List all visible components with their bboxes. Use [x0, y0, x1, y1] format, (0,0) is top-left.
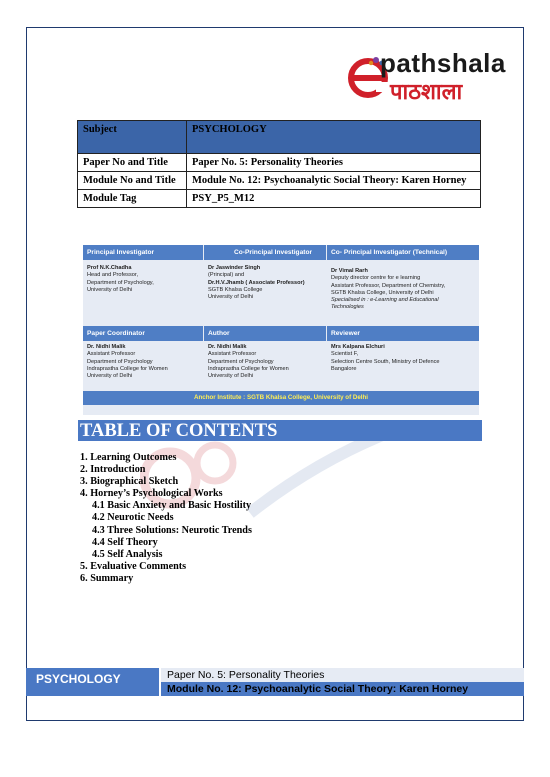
module-key: Module No and Title	[78, 172, 187, 190]
reviewer-name: Mrs Kalpana Elchuri	[331, 344, 385, 350]
credits-panel	[83, 245, 479, 415]
author-line: Assistant Professor	[208, 351, 257, 358]
toc-title: TABLE OF CONTENTS	[78, 420, 482, 441]
footer-module: Module No. 12: Psychoanalytic Social Theory: Karen Horney	[161, 682, 524, 696]
toc-subitem[interactable]: 4.1 Basic Anxiety and Basic Hostility	[92, 500, 252, 512]
author-line: Indraprastha College for Women	[208, 365, 289, 372]
copit-line: Deputy director centre for e learning	[331, 275, 421, 282]
subject-key: Subject	[78, 121, 187, 154]
toc-subitem[interactable]: 4.4 Self Theory	[92, 536, 158, 548]
pi-line: Head and Professor,	[87, 272, 138, 279]
copit-line: Assistant Professor, Department of Chemistry,	[331, 282, 446, 289]
toc-list	[80, 452, 252, 585]
footer-subject: PSYCHOLOGY	[26, 668, 159, 696]
pi-name: Prof N.K.Chadha	[87, 265, 132, 271]
copit-line: Specialised in : e-Learning and Educational	[331, 297, 439, 304]
pc-line: University of Delhi	[87, 373, 133, 380]
epathshala-logo	[346, 38, 506, 106]
copit-name: Dr Vimal Rarh	[331, 268, 368, 274]
pc-line: Indraprastha College for Women	[87, 365, 168, 372]
author-column	[204, 344, 326, 380]
tag-key: Module Tag	[78, 190, 187, 208]
pi-line: University of Delhi	[87, 286, 133, 293]
toc-subitem[interactable]: 4.2 Neurotic Needs	[92, 512, 174, 524]
copi-line: SGTB Khalsa College	[208, 286, 263, 293]
logo-latin-text: pathshala	[380, 48, 506, 78]
table-row	[78, 154, 481, 172]
table-row	[78, 121, 481, 154]
pi-header: Principal Investigator	[83, 245, 203, 260]
copi-name: Dr Jaswinder Singh	[208, 265, 261, 271]
reviewer-line: Scientist F,	[331, 351, 359, 358]
pi-line: Department of Psychology,	[87, 279, 154, 286]
author-line: Department of Psychology	[208, 358, 274, 365]
pc-column	[83, 344, 203, 380]
pc-line: Assistant Professor	[87, 351, 136, 358]
author-header: Author	[204, 326, 326, 341]
toc-item[interactable]: 5. Evaluative Comments	[80, 560, 187, 572]
anchor-institute: Anchor Institute : SGTB Khalsa College, University of Delhi	[83, 391, 479, 405]
copit-header: Co- Principal Investigator (Technical)	[327, 245, 479, 260]
reviewer-column	[327, 344, 479, 373]
footer-paper: Paper No. 5: Personality Theories	[161, 668, 524, 682]
copit-line: SGTB Khalsa College, University of Delhi	[331, 289, 434, 296]
pc-header: Paper Coordinator	[83, 326, 203, 341]
copi-line: Dr.H.V.Jhamb ( Associate Professor)	[208, 279, 305, 286]
copit-column	[327, 268, 479, 312]
copi-header: Co-Principal Investigator	[204, 245, 326, 260]
tag-value: PSY_P5_M12	[187, 190, 481, 208]
table-row	[78, 172, 481, 190]
pc-line: Department of Psychology	[87, 358, 153, 365]
copi-line: (Principal) and	[208, 272, 245, 279]
toc-item[interactable]: 2. Introduction	[80, 464, 146, 476]
copi-column	[204, 265, 326, 301]
paper-value: Paper No. 5: Personality Theories	[187, 154, 481, 172]
pi-column	[83, 265, 203, 294]
reviewer-line: Bangalore	[331, 365, 357, 372]
copi-line: University of Delhi	[208, 294, 254, 301]
author-name: Dr. Nidhi Malik	[208, 344, 247, 350]
reviewer-header: Reviewer	[327, 326, 479, 341]
toc-subitem[interactable]: 4.5 Self Analysis	[92, 548, 163, 560]
module-value: Module No. 12: Psychoanalytic Social Theory: Karen Horney	[187, 172, 481, 190]
toc-subitem[interactable]: 4.3 Three Solutions: Neurotic Trends	[92, 524, 252, 536]
paper-key: Paper No and Title	[78, 154, 187, 172]
pc-name: Dr. Nidhi Malik	[87, 344, 126, 350]
logo-devanagari-text: पाठशाला	[390, 80, 463, 105]
toc-item[interactable]: 3. Biographical Sketch	[80, 476, 179, 488]
subject-value: PSYCHOLOGY	[187, 121, 481, 154]
table-row	[78, 190, 481, 208]
copit-line: Technologies	[331, 304, 364, 311]
reviewer-line: Selection Centre South, Ministry of Defence	[331, 358, 440, 365]
module-info-table	[77, 120, 481, 208]
toc-item[interactable]: 1. Learning Outcomes	[80, 452, 177, 463]
toc-item[interactable]: 4. Horney’s Psychological Works	[80, 488, 223, 500]
author-line: University of Delhi	[208, 373, 254, 380]
toc-item[interactable]: 6. Summary	[80, 572, 134, 584]
page-footer	[26, 668, 524, 696]
